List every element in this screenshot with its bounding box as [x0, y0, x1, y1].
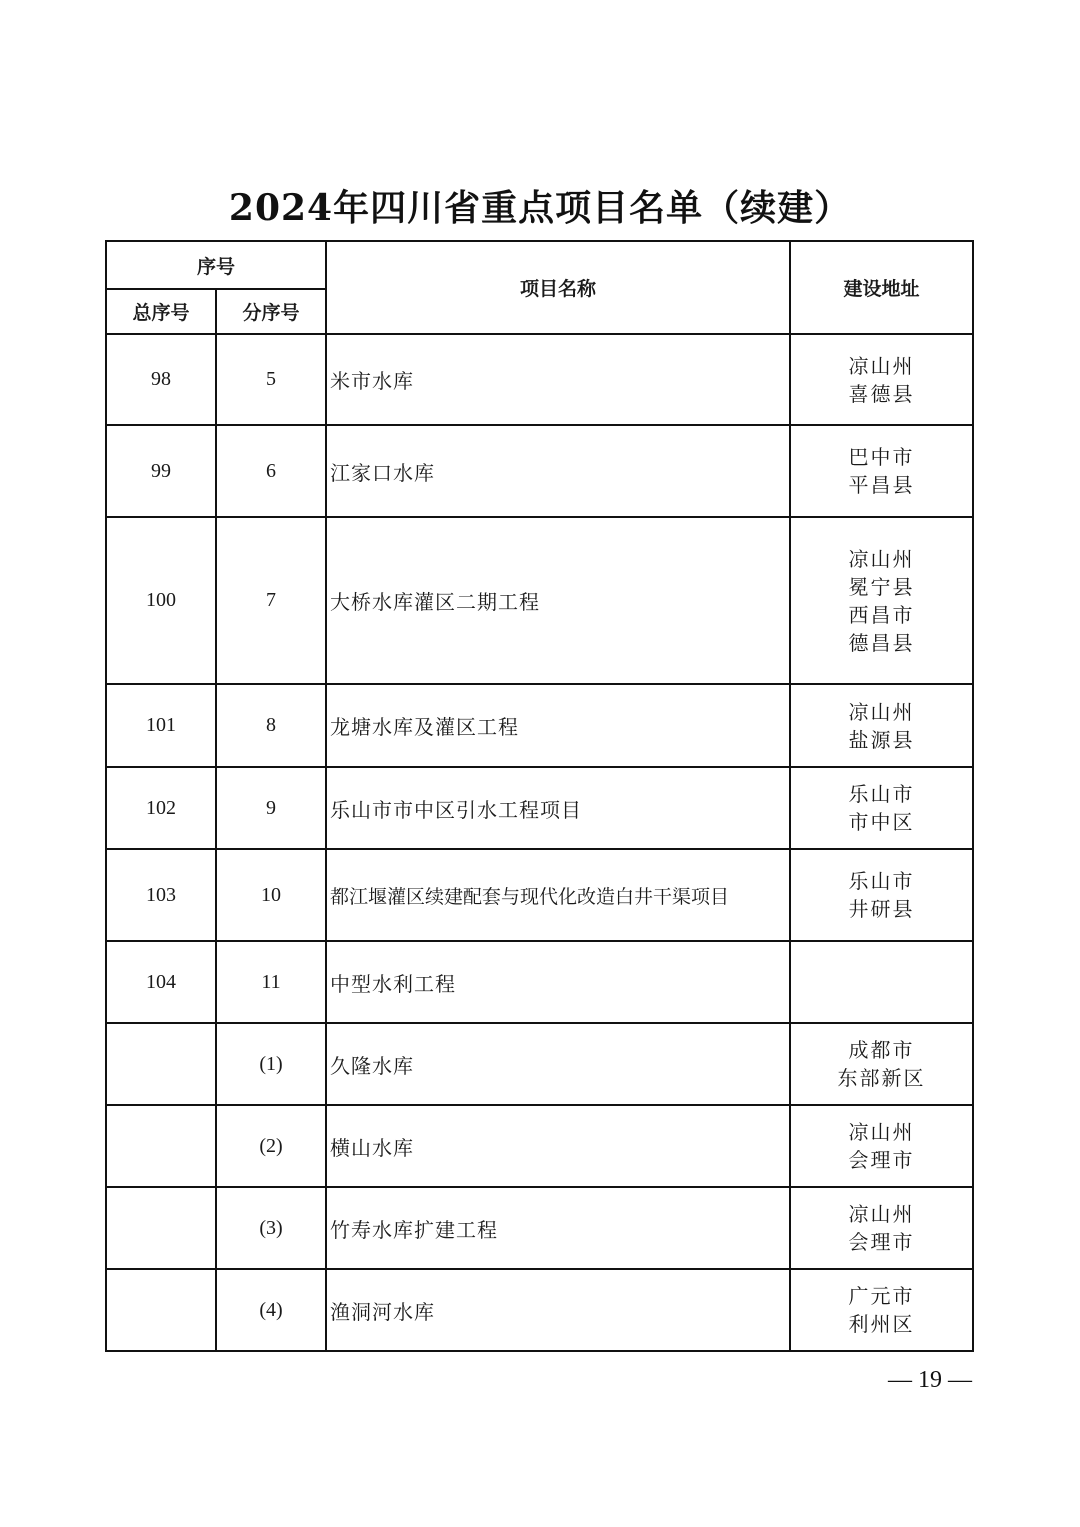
project-name-cell: 龙塘水库及灌区工程	[326, 684, 790, 767]
sub-seq-cell: (1)	[216, 1023, 326, 1105]
address-cell	[790, 1105, 973, 1187]
sub-seq-cell: 11	[216, 941, 326, 1023]
table-row	[106, 334, 973, 425]
project-name-cell: 横山水库	[326, 1105, 790, 1187]
total-seq-cell	[106, 1269, 216, 1351]
page-number: — 19 —	[888, 1367, 972, 1393]
header-sub-seq: 分序号	[216, 289, 326, 334]
address-line: 成都市	[848, 1038, 915, 1062]
sub-seq-cell: (4)	[216, 1269, 326, 1351]
address-line: 东部新区	[837, 1066, 926, 1090]
sub-seq-cell: (2)	[216, 1105, 326, 1187]
total-seq-cell: 99	[106, 425, 216, 517]
address-line: 凉山州	[848, 1120, 915, 1144]
project-table	[105, 240, 974, 1352]
project-name-cell: 久隆水库	[326, 1023, 790, 1105]
sub-seq-cell: 10	[216, 849, 326, 941]
address-line: 会理市	[848, 1230, 915, 1254]
project-name-cell: 渔洞河水库	[326, 1269, 790, 1351]
document-title: 2024年四川省重点项目名单（续建）	[228, 187, 852, 229]
table-row	[106, 684, 973, 767]
address-line: 井研县	[848, 897, 915, 921]
address-line: 德昌县	[848, 630, 915, 655]
sub-seq-cell: 5	[216, 334, 326, 425]
address-cell	[790, 1023, 973, 1105]
table-row	[106, 1105, 973, 1187]
sub-seq-cell: 6	[216, 425, 326, 517]
total-seq-cell	[106, 1105, 216, 1187]
header-seq-group: 序号	[106, 241, 326, 289]
table-row	[106, 941, 973, 1023]
address-line: 乐山市	[848, 869, 915, 893]
total-seq-cell	[106, 1023, 216, 1105]
address-cell	[790, 517, 973, 684]
address-cell	[790, 1269, 973, 1351]
header-location: 建设地址	[790, 241, 973, 334]
address-line: 会理市	[848, 1148, 915, 1172]
table-row	[106, 517, 973, 684]
address-line: 凉山州	[848, 699, 915, 724]
address-cell	[790, 1187, 973, 1269]
sub-seq-cell: 9	[216, 767, 326, 849]
address-line: 市中区	[848, 810, 915, 834]
table-row	[106, 849, 973, 941]
project-name-cell: 大桥水库灌区二期工程	[326, 517, 790, 684]
address-cell	[790, 334, 973, 425]
project-name-cell: 乐山市市中区引水工程项目	[326, 767, 790, 849]
sub-seq-cell: 8	[216, 684, 326, 767]
table-row	[106, 767, 973, 849]
total-seq-cell: 103	[106, 849, 216, 941]
total-seq-cell: 98	[106, 334, 216, 425]
address-line: 巴中市	[848, 445, 915, 469]
project-name-cell: 都江堰灌区续建配套与现代化改造白井干渠项目	[326, 849, 790, 941]
project-name-cell: 江家口水库	[326, 425, 790, 517]
table-row	[106, 1023, 973, 1105]
address-line: 凉山州	[848, 353, 915, 378]
total-seq-cell: 100	[106, 517, 216, 684]
total-seq-cell: 101	[106, 684, 216, 767]
address-line: 平昌县	[848, 473, 915, 497]
address-line: 广元市	[848, 1284, 915, 1308]
table-row	[106, 1187, 973, 1269]
address-line: 西昌市	[848, 602, 915, 627]
total-seq-cell: 104	[106, 941, 216, 1023]
address-line: 盐源县	[848, 727, 915, 752]
address-line: 喜德县	[848, 381, 915, 406]
address-cell	[790, 849, 973, 941]
header-project-name: 项目名称	[326, 241, 790, 334]
address-line: 乐山市	[848, 782, 915, 806]
address-line: 利州区	[848, 1312, 915, 1336]
address-line: 凉山州	[848, 546, 915, 571]
address-cell	[790, 767, 973, 849]
total-seq-cell	[106, 1187, 216, 1269]
sub-seq-cell: (3)	[216, 1187, 326, 1269]
total-seq-cell: 102	[106, 767, 216, 849]
address-cell	[790, 684, 973, 767]
sub-seq-cell: 7	[216, 517, 326, 684]
address-line: 凉山州	[848, 1202, 915, 1226]
address-cell	[790, 425, 973, 517]
project-name-cell: 米市水库	[326, 334, 790, 425]
table-row	[106, 1269, 973, 1351]
address-cell	[790, 941, 973, 1023]
address-line: 冕宁县	[848, 574, 915, 599]
table-row	[106, 425, 973, 517]
project-name-cell: 中型水利工程	[326, 941, 790, 1023]
header-total-seq: 总序号	[106, 289, 216, 334]
project-name-cell: 竹寿水库扩建工程	[326, 1187, 790, 1269]
